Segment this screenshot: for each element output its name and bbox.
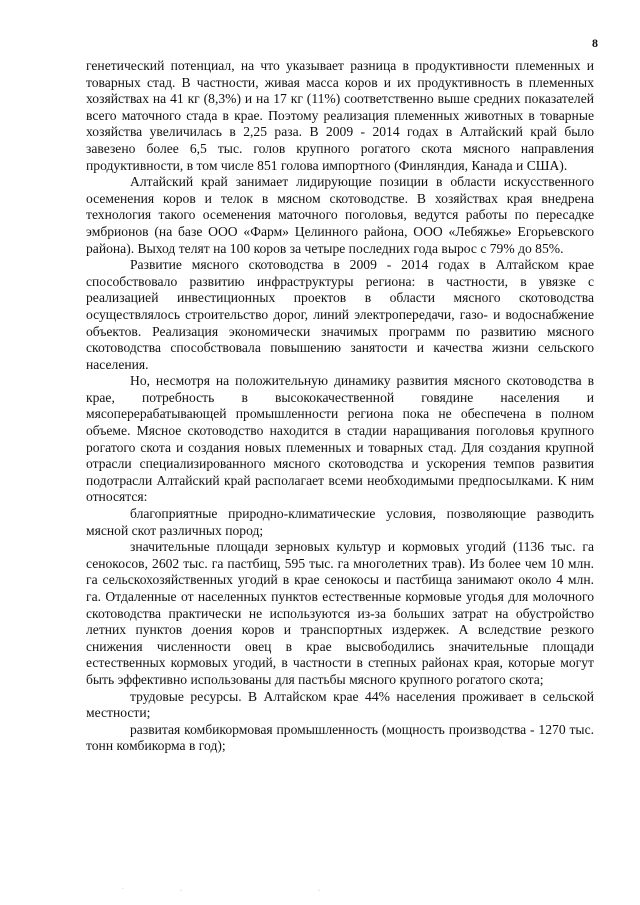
paragraph-2: Алтайский край занимает лидирующие позиции в области искусственного осеменения коров и телок в мясном скотоводстве. В хозяйствах края внедрена технология такого осеменения маточного поголовья, ведутся работы по пересадке эмбрионов (на базе ООО «Фарм» Целинного района, ООО «Лебяжье» Егорьевского района). Выход телят на 100 коров за четыре последних года вырос с 79% до 85%. xyxy=(86,174,594,256)
paragraph-1: генетический потенциал, на что указывает разница в продуктивности племенных и товарных стад. В частности, живая масса коров и их продуктивность в племенных хозяйствах на 41 кг (8,3%) и на 17 кг (11%) соответственно выше средних показателей всего маточного стада в крае. Поэтому реализация племенных животных в товарные хозяйства увеличилась в 2,25 раза. В 2009 - 2014 годах в Алтайский край было завезено более 6,5 тыс. голов крупного рогатого скота мясного направления продуктивности, в том числе 851 голова импортного (Финляндия, Канада и США). xyxy=(86,58,594,173)
list-item-labor: трудовые ресурсы. В Алтайском крае 44% населения проживает в сельской местности; xyxy=(86,688,594,721)
document-body xyxy=(86,58,594,755)
list-item-climate: благоприятные природно-климатические условия, позволяющие разводить мясной скот различных пород; xyxy=(86,506,594,538)
scan-speck: · xyxy=(122,886,124,892)
scan-speck: · xyxy=(180,888,182,894)
paragraph-4: Но, несмотря на положительную динамику развития мясного скотоводства в крае, потребность в высококачественной говядине населения и мясоперерабатывающей промышленности региона пока не обеспечена в полном объеме. Мясное скотоводство находится в стадии наращивания поголовья крупного рогатого скота и создания новых племенных и товарных стад. Для создания крупной отрасли специализированного мясного скотоводства и ускорения темпов развития подотрасли Алтайский край располагает всеми необходимыми предпосылками. К ним относятся: xyxy=(86,373,594,505)
scan-speck: · xyxy=(318,888,320,894)
list-item-feed-industry: развитая комбикормовая промышленность (мощность производства - 1270 тыс. тонн комбикорма в год); xyxy=(86,721,594,754)
list-item-lands: значительные площади зерновых культур и кормовых угодий (1136 тыс. га сенокосов, 2602 тыс. га пастбищ, 595 тыс. га многолетних трав). Из более чем 10 млн. га сельскохозяйственных угодий в крае сенокосы и пастбища занимают около 4 млн. га. Отдаленные от населенных пунктов естественные кормовые угодья для молочного скотоводства практически не используются из-за больших затрат на обустройство летних пунктов доения коров и транспортных издержек. А вследствие резкого снижения численности овец в крае высвободились значительные площади естественных кормовых угодий, в частности в степных районах края, которые могут быть эффективно использованы для пастьбы мясного крупного рогатого скота; xyxy=(86,539,594,687)
page-number: 8 xyxy=(592,36,598,50)
paragraph-3: Развитие мясного скотоводства в 2009 - 2014 годах в Алтайском крае способствовало развитию инфраструктуры региона: в частности, в увязке с реализацией инвестиционных проектов в области мясного скотоводства осуществлялось строительство дорог, линий электропередачи, газо- и водоснабжение объектов. Реализация экономически значимых программ по развитию мясного скотоводства способствовала повышению занятости и качества жизни сельского населения. xyxy=(86,257,594,372)
